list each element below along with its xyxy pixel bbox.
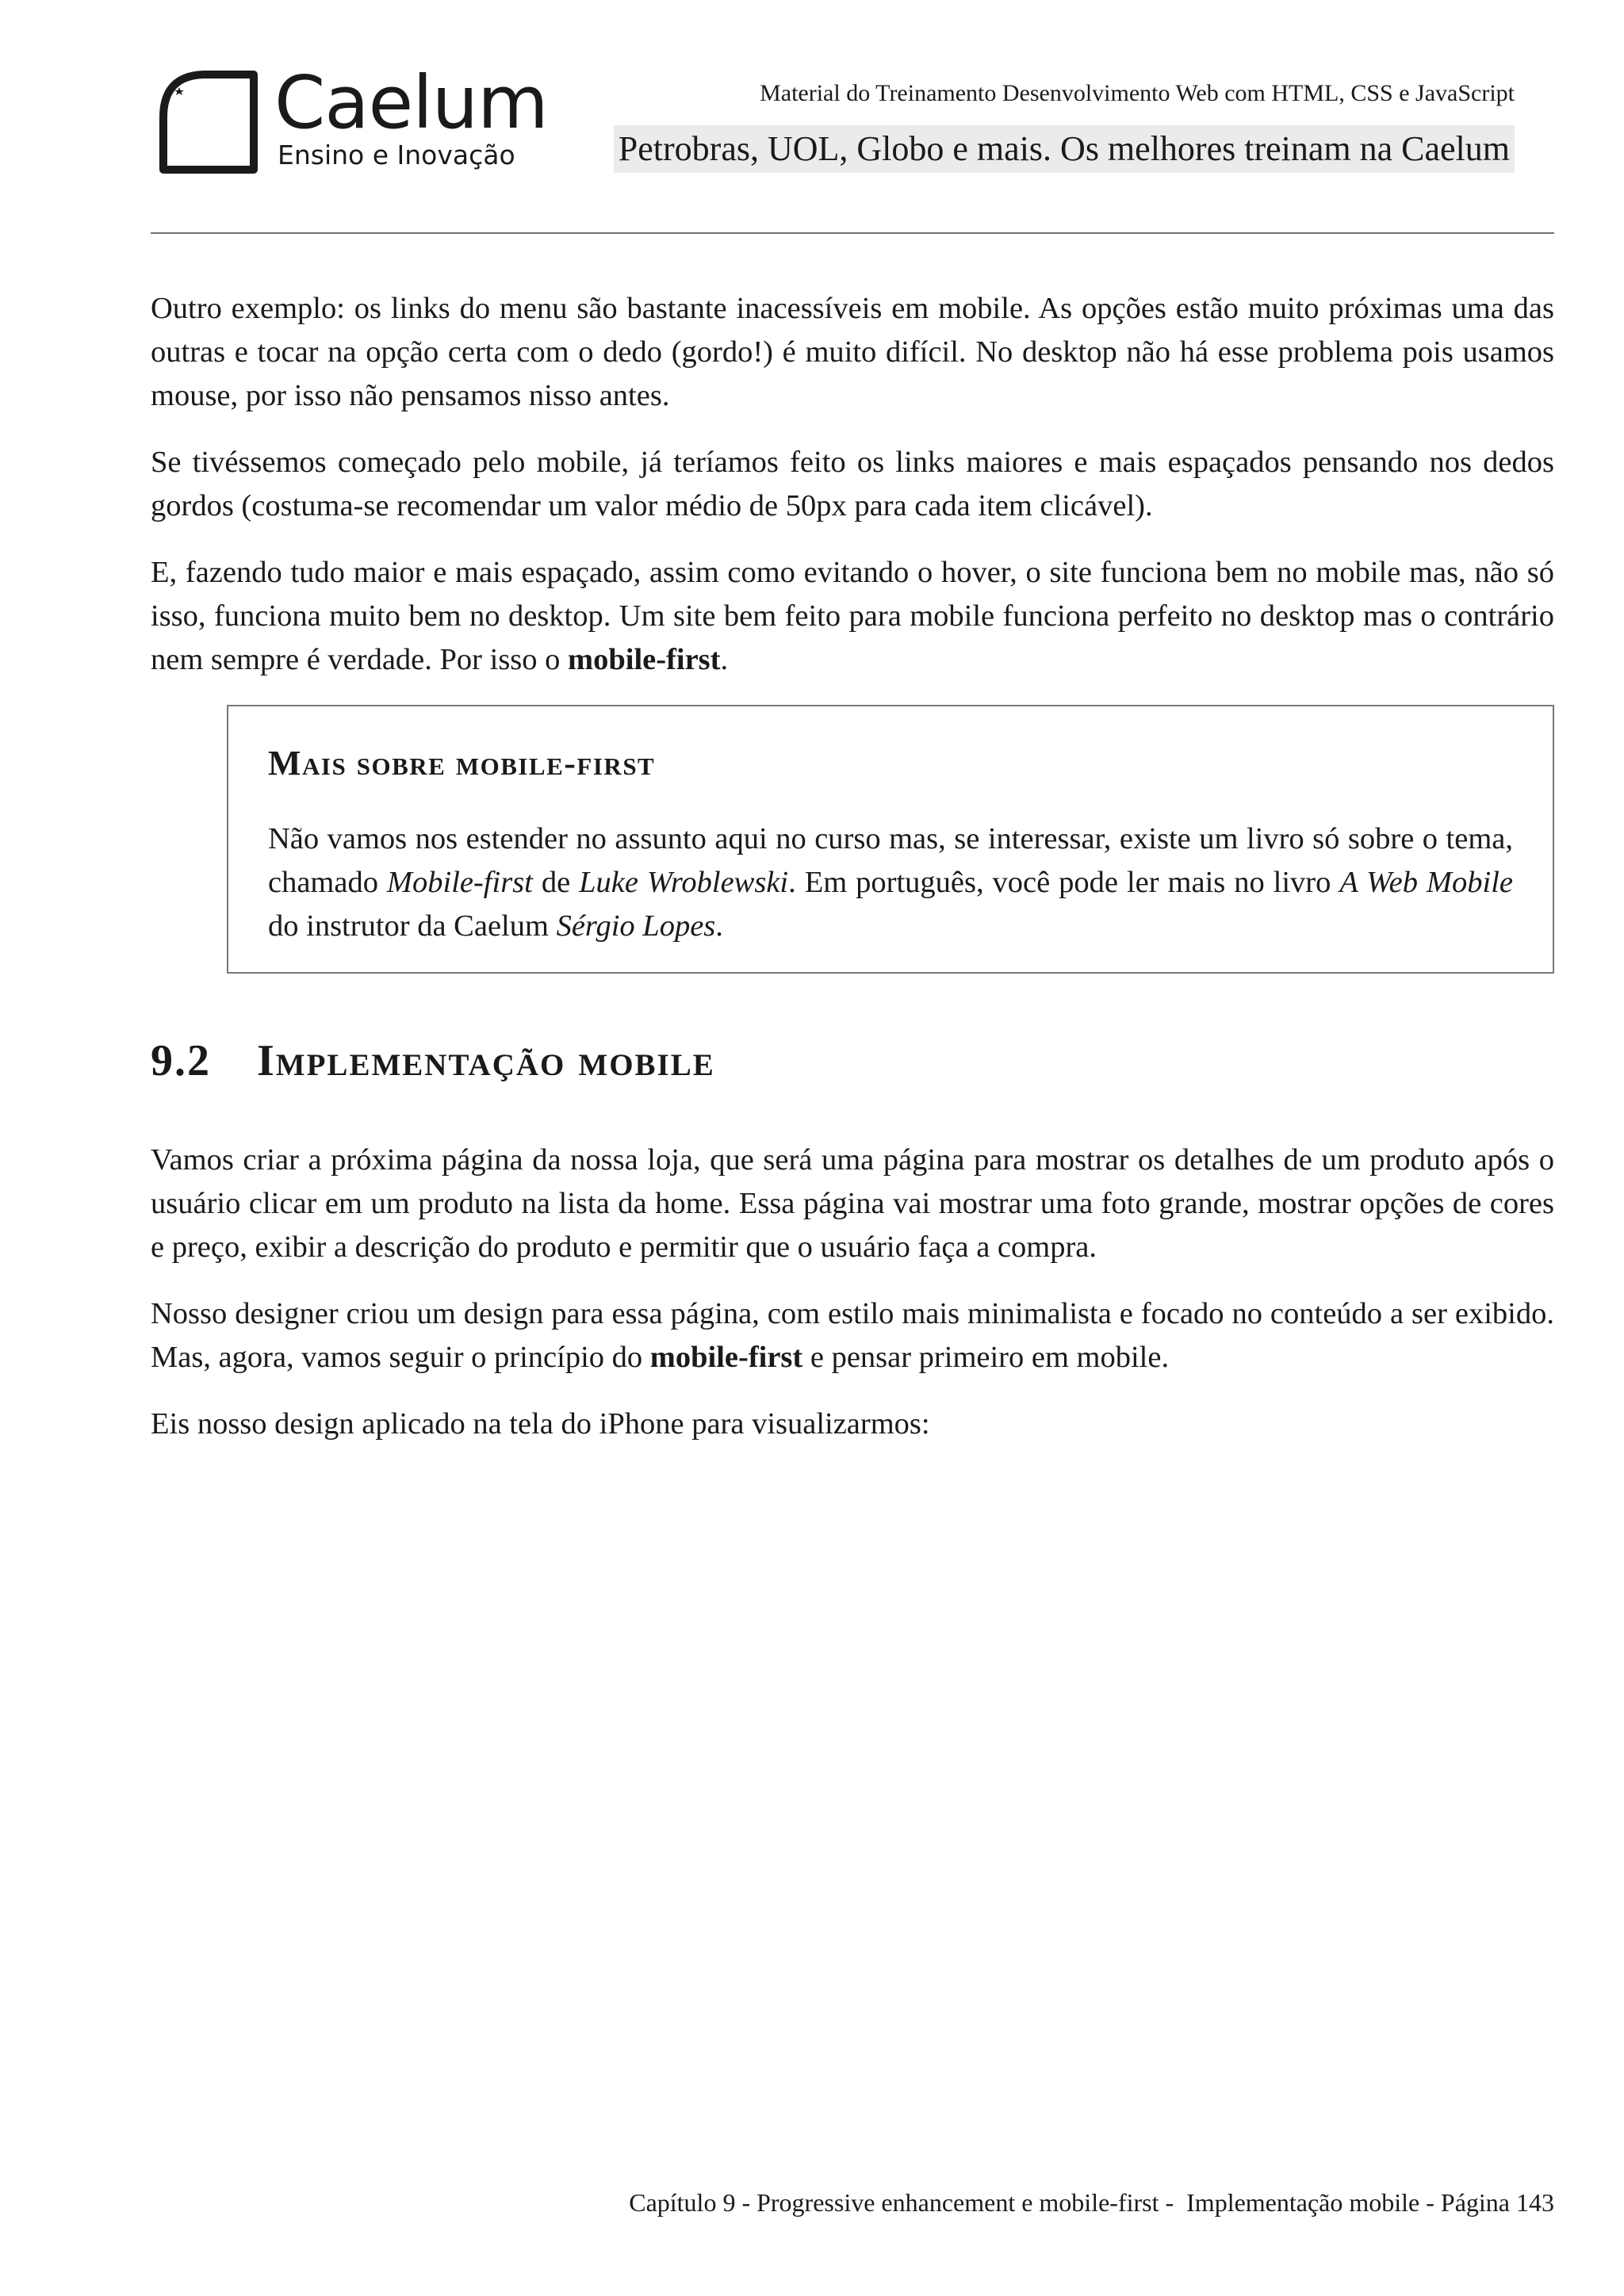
paragraph-3 — [151, 551, 1554, 682]
header-title: Petrobras, UOL, Globo e mais. Os melhores treinam na Caelum — [614, 125, 1515, 173]
logo-name: Caelum — [274, 60, 548, 145]
author-luke-wroblewski: Luke Wroblewski — [579, 866, 789, 899]
callout-text-4: do instrutor da Caelum — [268, 909, 557, 943]
callout-box — [227, 705, 1554, 974]
paragraph-5-text: Nosso designer criou um design para essa página, com estilo mais minimalista e focado no conteúdo a ser exibido. Mas, agora, vamos seguir o princípio do — [151, 1297, 1554, 1374]
callout-text-1: Não vamos nos estender no assunto aqui no curso mas, se interessar, existe um livro só sobre o tema, chamado — [268, 822, 1513, 899]
caelum-logo-mark-icon — [157, 68, 260, 176]
paragraph-5 — [151, 1292, 1554, 1380]
page-footer: Capítulo 9 - Progressive enhancement e mobile-first - Implementação mobile - Página 143 — [629, 2188, 1554, 2217]
author-sergio-lopes: Sérgio Lopes — [556, 909, 716, 943]
paragraph-5-bold: mobile-first — [649, 1341, 803, 1374]
paragraph-3-end: . — [720, 643, 729, 676]
header-divider — [151, 232, 1554, 234]
callout-text-5: . — [715, 909, 723, 943]
book-title-mobile-first: Mobile-first — [386, 866, 533, 899]
paragraph-1: Outro exemplo: os links do menu são bastante inacessíveis em mobile. As opções estão muito próximas uma das outras e tocar na opção certa com o dedo (gordo!) é muito difícil. No desktop não há esse problema pois usamos mouse, por isso não pensamos nisso antes. — [151, 292, 1554, 412]
logo-tagline: Ensino e Inovação — [278, 140, 515, 170]
callout-text — [268, 817, 1513, 948]
callout-text-2: de — [532, 866, 580, 899]
paragraph-5-end: e pensar primeiro em mobile. — [802, 1341, 1170, 1374]
page-header — [0, 0, 1624, 238]
header-subtitle: Material do Treinamento Desenvolvimento Web com HTML, CSS e JavaScript — [760, 80, 1515, 106]
paragraph-6: Eis nosso design aplicado na tela do iPhone para visualizarmos: — [151, 1407, 930, 1441]
main-content — [151, 287, 1554, 1469]
book-title-a-web-mobile: A Web Mobile — [1339, 866, 1513, 899]
paragraph-3-text: E, fazendo tudo maior e mais espaçado, assim como evitando o hover, o site funciona bem no mobile mas, não só isso, funciona muito bem no desktop. Um site bem feito para mobile funciona perfeito no desktop mas o contrário nem sempre é verdade. Por isso o — [151, 556, 1554, 676]
section-number: 9.2 — [151, 1036, 211, 1085]
section-heading — [151, 1035, 1554, 1086]
section-title: Implementação mobile — [257, 1036, 715, 1085]
callout-text-3: . Em português, você pode ler mais no livro — [788, 866, 1340, 899]
paragraph-4: Vamos criar a próxima página da nossa loja, que será uma página para mostrar os detalhes de um produto após o usuário clicar em um produto na lista da home. Essa página vai mostrar uma foto grande, mostrar opções de cores e preço, exibir a descrição do produto e permitir que o usuário faça a compra. — [151, 1143, 1554, 1264]
callout-title: Mais sobre mobile-first — [268, 744, 656, 783]
paragraph-3-bold: mobile-first — [568, 643, 721, 676]
caelum-logo — [157, 60, 548, 179]
paragraph-2: Se tivéssemos começado pelo mobile, já teríamos feito os links maiores e mais espaçados pensando nos dedos gordos (costuma-se recomendar um valor médio de 50px para cada item clicável). — [151, 446, 1554, 522]
